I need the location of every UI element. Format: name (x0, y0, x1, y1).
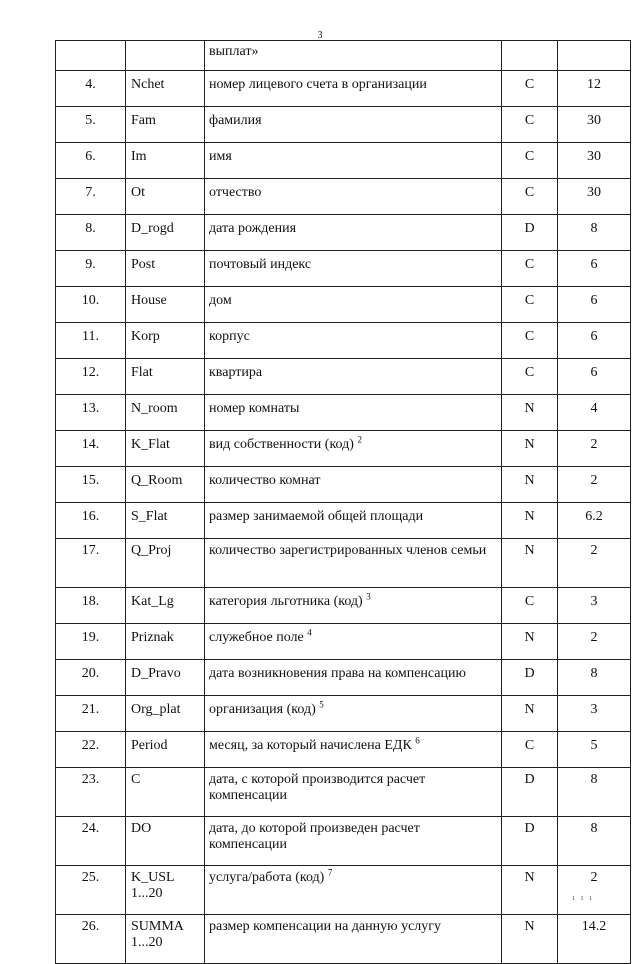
field-name (126, 287, 205, 323)
field-size-text: 6 (590, 293, 598, 308)
field-type-text: D (524, 821, 535, 836)
field-type (502, 660, 558, 696)
row-number-text: 9. (85, 257, 96, 272)
field-name-text: Q_Proj (131, 543, 172, 558)
field-description-text: служебное поле (209, 630, 304, 645)
footnote-ref: 6 (415, 735, 420, 746)
field-name (126, 143, 205, 179)
field-size-text: 6 (590, 365, 598, 380)
row-number (56, 251, 126, 287)
field-description (205, 866, 502, 915)
field-name-text: Priznak (131, 630, 174, 645)
field-size (558, 817, 631, 866)
field-name-text: Q_Room (131, 473, 183, 488)
field-type (502, 817, 558, 866)
field-type-text: D (524, 221, 535, 236)
field-size (558, 143, 631, 179)
row-number-text: 20. (81, 666, 100, 681)
field-name-text: Period (131, 738, 168, 753)
row-number (56, 71, 126, 107)
field-type-text: C (524, 738, 535, 753)
field-spec-table (55, 40, 631, 964)
field-size (558, 696, 631, 732)
field-description (205, 431, 502, 467)
field-type (502, 287, 558, 323)
row-number-text: 8. (85, 221, 96, 236)
field-description-text: отчество (209, 185, 262, 200)
field-size-text: 3 (590, 594, 598, 609)
row-number-text: 14. (81, 437, 100, 452)
row-number-text: 12. (81, 365, 100, 380)
field-type (502, 915, 558, 964)
field-size (558, 215, 631, 251)
row-number (56, 323, 126, 359)
table-row (56, 359, 631, 395)
field-description-text: корпус (209, 329, 250, 344)
row-number (56, 866, 126, 915)
field-description (205, 215, 502, 251)
table-row (56, 768, 631, 817)
field-name (126, 660, 205, 696)
footnote-ref: 4 (307, 627, 312, 638)
table-row (56, 107, 631, 143)
field-type (502, 696, 558, 732)
field-name (126, 179, 205, 215)
field-description-text: организация (код) (209, 702, 316, 717)
field-size-text: 8 (590, 772, 598, 787)
table-row (56, 539, 631, 588)
field-type-text: D (524, 772, 535, 787)
field-description-text: дата, до которой произведен расчет компенсации (209, 821, 420, 852)
table-row (56, 915, 631, 964)
row-number (56, 395, 126, 431)
footnote-ref: 3 (366, 591, 371, 602)
row-number-text: 11. (82, 329, 99, 344)
field-description-text: количество комнат (209, 473, 321, 488)
field-name (126, 71, 205, 107)
table-row (56, 866, 631, 915)
field-type (502, 251, 558, 287)
field-size-text: 30 (587, 185, 601, 200)
row-number (56, 41, 126, 71)
field-type-text: C (524, 77, 535, 92)
field-size-text: 6.2 (585, 509, 603, 524)
field-name (126, 539, 205, 588)
field-description-text: категория льготника (код) (209, 594, 363, 609)
field-size (558, 71, 631, 107)
field-type-text: N (524, 401, 535, 416)
field-type (502, 215, 558, 251)
field-name (126, 624, 205, 660)
field-name-text: Org_plat (131, 702, 181, 717)
row-number (56, 588, 126, 624)
row-number-text: 17. (81, 543, 100, 558)
field-description (205, 41, 502, 71)
field-size-text: 6 (590, 329, 598, 344)
field-name (126, 467, 205, 503)
field-description (205, 539, 502, 588)
field-name-text: D_Pravo (131, 666, 181, 681)
field-name (126, 107, 205, 143)
field-name (126, 588, 205, 624)
field-description (205, 143, 502, 179)
field-type (502, 71, 558, 107)
field-type (502, 107, 558, 143)
field-name (126, 323, 205, 359)
field-name-text: Korp (131, 329, 160, 344)
field-type (502, 588, 558, 624)
field-type-text: N (524, 509, 535, 524)
field-name (126, 732, 205, 768)
table-row (56, 71, 631, 107)
row-number (56, 624, 126, 660)
field-size (558, 660, 631, 696)
row-number (56, 215, 126, 251)
field-description-text: месяц, за который начислена ЕДК (209, 738, 412, 753)
field-description-text: квартира (209, 365, 263, 380)
field-name-text: Flat (131, 365, 153, 380)
field-size (558, 323, 631, 359)
field-size (558, 915, 631, 964)
field-size (558, 359, 631, 395)
row-number-text: 23. (81, 772, 100, 787)
table-row (56, 179, 631, 215)
field-type (502, 359, 558, 395)
field-type-text: N (524, 473, 535, 488)
row-number (56, 696, 126, 732)
field-size (558, 768, 631, 817)
field-description (205, 107, 502, 143)
field-size-text: 2 (590, 437, 598, 452)
field-type (502, 431, 558, 467)
row-number (56, 287, 126, 323)
field-description-text: количество зарегистрированных членов семьи (209, 543, 487, 558)
field-type (502, 323, 558, 359)
field-description-text: фамилия (209, 113, 262, 128)
table-row (56, 41, 631, 71)
field-description-text: размер занимаемой общей площади (209, 509, 424, 524)
row-number (56, 179, 126, 215)
field-size (558, 624, 631, 660)
table-row (56, 624, 631, 660)
field-size (558, 41, 631, 71)
field-size-text: 8 (590, 221, 598, 236)
field-name-text: K_Flat (131, 437, 170, 452)
field-type-text: C (524, 185, 535, 200)
field-name-text: House (131, 293, 167, 308)
table-row (56, 732, 631, 768)
row-number-text: 4. (85, 77, 96, 92)
row-number-text: 22. (81, 738, 100, 753)
field-size-text: 3 (590, 702, 598, 717)
field-type (502, 41, 558, 71)
field-description-text: дата, с которой производится расчет компенсации (209, 772, 426, 803)
field-description (205, 503, 502, 539)
field-name-text: D_rogd (131, 221, 174, 236)
row-number-text: 10. (81, 293, 100, 308)
field-description (205, 817, 502, 866)
table-row (56, 660, 631, 696)
field-name-text: Nchet (131, 77, 165, 92)
field-name-text: Ot (131, 185, 145, 200)
field-description (205, 71, 502, 107)
field-size (558, 107, 631, 143)
field-name (126, 395, 205, 431)
field-name-text: SUMMA 1...20 (131, 919, 184, 950)
row-number (56, 660, 126, 696)
field-type-text: C (524, 257, 535, 272)
field-name-text: Kat_Lg (131, 594, 174, 609)
field-name (126, 696, 205, 732)
field-type-text: C (524, 594, 535, 609)
field-size-text: 5 (590, 738, 598, 753)
field-size-text: 30 (587, 113, 601, 128)
field-name (126, 431, 205, 467)
table-row (56, 467, 631, 503)
row-number-text: 5. (85, 113, 96, 128)
field-type (502, 143, 558, 179)
field-description-text: номер комнаты (209, 401, 300, 416)
field-name-text: Post (131, 257, 156, 272)
table-row (56, 817, 631, 866)
field-name (126, 866, 205, 915)
field-description (205, 323, 502, 359)
field-size (558, 866, 631, 915)
field-description (205, 624, 502, 660)
table-row (56, 287, 631, 323)
field-size-text: 2 (590, 630, 598, 645)
field-size (558, 539, 631, 588)
row-number (56, 359, 126, 395)
field-name-text: K_USL 1...20 (131, 870, 175, 901)
row-number-text: 6. (85, 149, 96, 164)
field-name (126, 768, 205, 817)
field-name (126, 817, 205, 866)
field-name-text: N_room (131, 401, 178, 416)
field-size-text: 2 (590, 543, 598, 558)
field-name-text: Im (131, 149, 147, 164)
field-description (205, 588, 502, 624)
field-size (558, 732, 631, 768)
row-number-text: 18. (81, 594, 100, 609)
field-type-text: C (524, 293, 535, 308)
field-type (502, 179, 558, 215)
table-row (56, 588, 631, 624)
field-size-text: 8 (590, 666, 598, 681)
field-description-text: выплат» (209, 44, 259, 59)
row-number (56, 915, 126, 964)
field-type (502, 624, 558, 660)
field-name-text: S_Flat (131, 509, 168, 524)
field-description (205, 696, 502, 732)
field-description-text: дата возникновения права на компенсацию (209, 666, 466, 681)
field-description (205, 179, 502, 215)
table-row (56, 323, 631, 359)
field-type-text: C (524, 113, 535, 128)
table-row (56, 395, 631, 431)
row-number-text: 7. (85, 185, 96, 200)
field-type-text: N (524, 870, 535, 885)
field-description-text: дом (209, 293, 232, 308)
field-description (205, 732, 502, 768)
field-size (558, 431, 631, 467)
field-description-text: размер компенсации на данную услугу (209, 919, 442, 934)
row-number (56, 817, 126, 866)
field-name (126, 915, 205, 964)
footnote-ref: 5 (319, 699, 324, 710)
field-size (558, 588, 631, 624)
footer-mark: 1 1 1 (572, 896, 594, 902)
field-size (558, 179, 631, 215)
field-description (205, 395, 502, 431)
field-type-text: C (524, 365, 535, 380)
field-size (558, 287, 631, 323)
field-description (205, 251, 502, 287)
row-number-text: 25. (81, 870, 100, 885)
footnote-ref: 2 (357, 434, 362, 445)
field-description (205, 915, 502, 964)
row-number (56, 539, 126, 588)
row-number-text: 15. (81, 473, 100, 488)
row-number (56, 768, 126, 817)
field-description-text: номер лицевого счета в организации (209, 77, 427, 92)
field-description-text: почтовый индекс (209, 257, 312, 272)
table-row (56, 696, 631, 732)
field-type-text: N (524, 630, 535, 645)
field-size-text: 2 (590, 870, 598, 885)
field-size (558, 251, 631, 287)
footnote-ref: 7 (327, 867, 333, 878)
field-size (558, 503, 631, 539)
field-type-text: C (524, 149, 535, 164)
table-row (56, 215, 631, 251)
field-description-text: услуга/работа (код) (209, 870, 325, 885)
field-size (558, 467, 631, 503)
field-type-text: N (524, 702, 535, 717)
row-number (56, 143, 126, 179)
field-type (502, 467, 558, 503)
field-description-text: имя (209, 149, 232, 164)
field-type (502, 503, 558, 539)
row-number-text: 16. (81, 509, 100, 524)
field-name (126, 215, 205, 251)
page-number: 3 (317, 30, 323, 41)
field-type-text: N (524, 919, 535, 934)
field-size-text: 2 (590, 473, 598, 488)
field-type-text: C (524, 329, 535, 344)
row-number (56, 107, 126, 143)
field-description-text: вид собственности (код) (209, 437, 354, 452)
field-type (502, 732, 558, 768)
field-type-text: D (524, 666, 535, 681)
field-name (126, 359, 205, 395)
field-size-text: 14.2 (581, 919, 607, 934)
field-name (126, 41, 205, 71)
table-row (56, 251, 631, 287)
row-number-text: 24. (81, 821, 100, 836)
table-row (56, 143, 631, 179)
field-size-text: 12 (587, 77, 601, 92)
field-size-text: 8 (590, 821, 598, 836)
field-name-text: DO (131, 821, 152, 836)
table-row (56, 503, 631, 539)
row-number (56, 732, 126, 768)
field-name-text: C (131, 772, 141, 787)
field-description (205, 467, 502, 503)
row-number-text: 21. (81, 702, 100, 717)
field-type-text: N (524, 437, 535, 452)
field-description (205, 359, 502, 395)
field-size-text: 30 (587, 149, 601, 164)
row-number-text: 13. (81, 401, 100, 416)
field-name (126, 503, 205, 539)
field-type (502, 866, 558, 915)
field-name (126, 251, 205, 287)
field-size (558, 395, 631, 431)
field-name-text: Fam (131, 113, 156, 128)
field-size-text: 6 (590, 257, 598, 272)
row-number-text: 26. (81, 919, 100, 934)
field-description (205, 287, 502, 323)
field-type (502, 768, 558, 817)
field-type (502, 395, 558, 431)
row-number-text: 19. (81, 630, 100, 645)
field-description (205, 768, 502, 817)
row-number (56, 503, 126, 539)
table-row (56, 431, 631, 467)
field-type (502, 539, 558, 588)
field-size-text: 4 (590, 401, 598, 416)
row-number (56, 431, 126, 467)
field-description (205, 660, 502, 696)
field-type-text: N (524, 543, 535, 558)
row-number (56, 467, 126, 503)
field-description-text: дата рождения (209, 221, 297, 236)
